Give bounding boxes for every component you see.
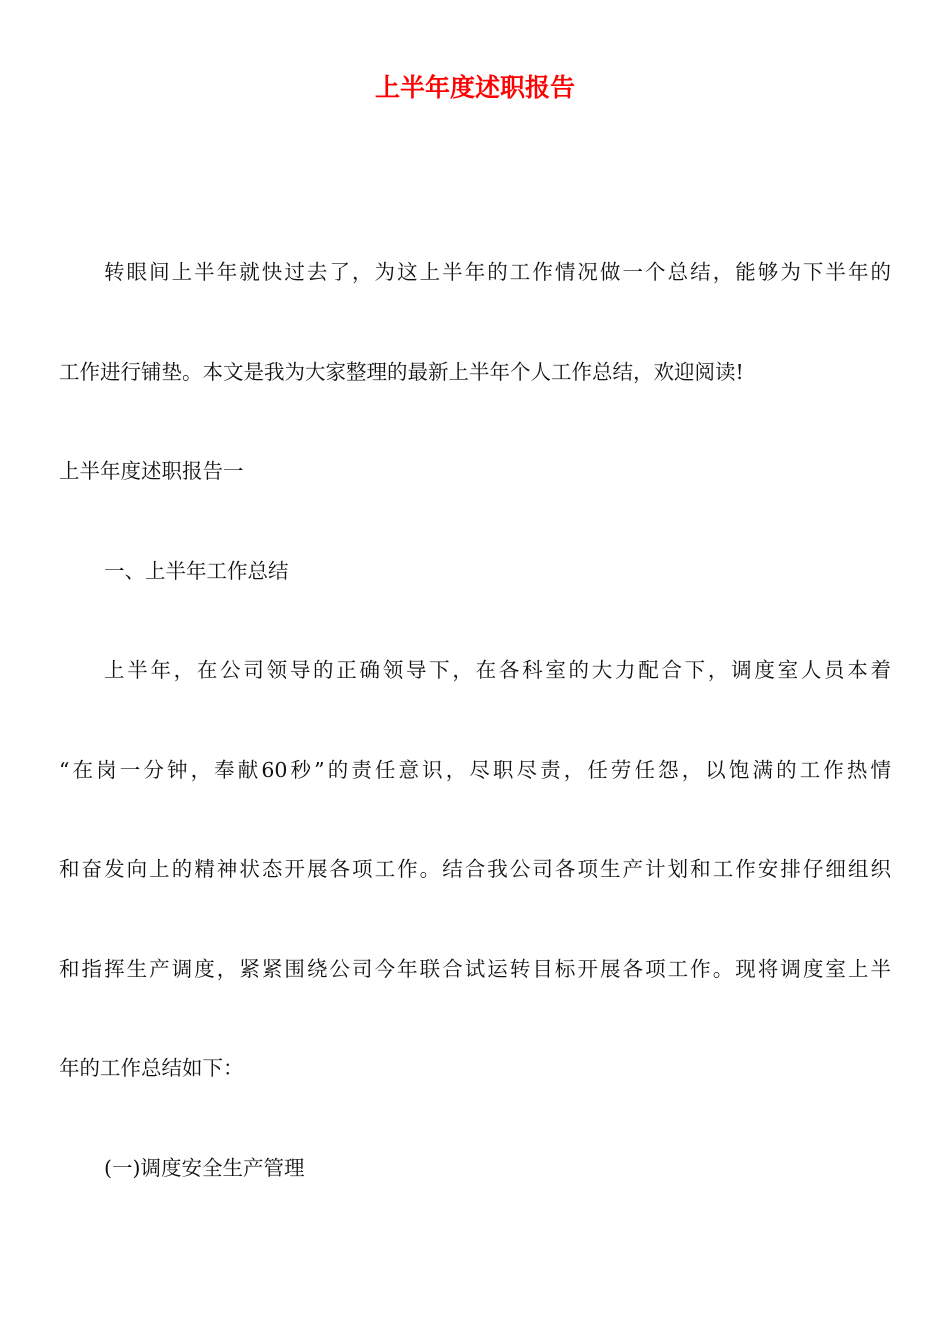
intro-line-1: 转眼间上半年就快过去了，为这上半年的工作情况做一个总结，能够为下半年的 xyxy=(104,260,891,284)
document-title: 上半年度述职报告 xyxy=(374,73,575,102)
body-line-4: 和指挥生产调度，紧紧围绕公司今年联合试运转目标开展各项工作。现将调度室上半 xyxy=(59,957,891,981)
subheading-safety-management: (一)调度安全生产管理 xyxy=(104,1156,305,1180)
body-line-1: 上半年，在公司领导的正确领导下，在各科室的大力配合下，调度室人员本着 xyxy=(104,658,891,682)
section-heading: 上半年度述职报告一 xyxy=(59,459,244,483)
body-line-5: 年的工作总结如下： xyxy=(59,1056,244,1080)
body-line-2: “在岗一分钟，奉献60秒”的责任意识，尽职尽责，任劳任怨，以饱满的工作热情 xyxy=(59,758,891,782)
subheading-summary: 一、上半年工作总结 xyxy=(104,559,289,583)
body-line-3: 和奋发向上的精神状态开展各项工作。结合我公司各项生产计划和工作安排仔细组织 xyxy=(59,857,891,881)
intro-line-2: 工作进行铺垫。本文是我为大家整理的最新上半年个人工作总结，欢迎阅读! xyxy=(59,360,744,384)
